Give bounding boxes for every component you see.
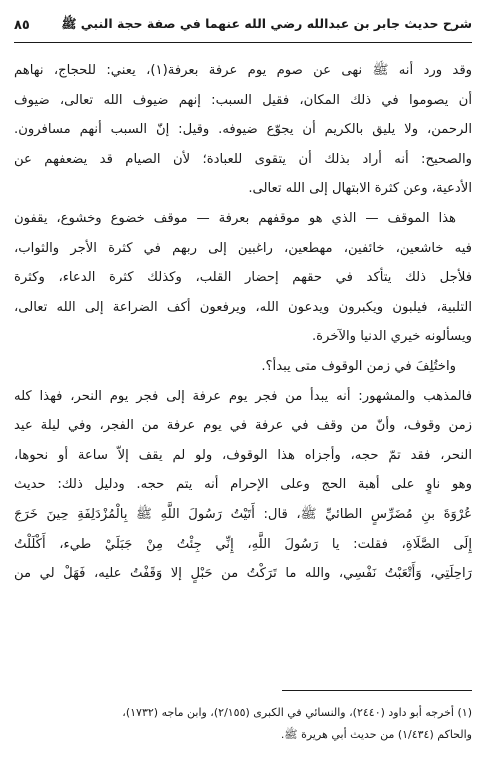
text-line: واختُلِفَ في زمن الوقوف متى يبدأ؟. xyxy=(261,358,456,374)
text-line: أن يصوموا في ذلك المكان، فقيل السبب: إنهم ضيوف الله تعالى، ضيوف xyxy=(14,92,472,108)
text-line: الرحمن، ولا يليق بالكريم أن يجوّع ضيوفه. وقيل: إنّ السبب أنهم مسافرون. xyxy=(14,122,472,138)
body-text xyxy=(14,56,472,589)
footnote-separator xyxy=(282,690,472,691)
text-line: ويسألونه خيري الدنيا والآخرة. xyxy=(311,329,472,345)
text-line: رَاحِلَتِي، وَأَتْعَبْتُ نَفْسِي، والله ما تَرَكْتُ من حَبْلٍ إلا وَقَفْتُ عليه، فَهَلْ لي من xyxy=(14,566,472,582)
text-line: إِلَى الصَّلَاةِ، فقلت: يا رَسُولَ اللَّهِ، إِنِّي جِئْتُ مِنْ جَبَلَيْ طيء، أَكْلَلْتُ xyxy=(14,536,472,552)
text-line: فلأجل ذلك يتأكد في حقهم إحضار القلب، وكذلك كثرة الدعاء، وكثرة xyxy=(14,270,472,286)
text-line: فيه خاشعين، خائفين، مهطعين، راغبين إلى ربهم في كثرة الأجر والثواب، xyxy=(14,240,472,256)
page-header xyxy=(14,12,472,43)
text-line: وقد ورد أنه ﷺ نهى عن صوم يوم عرفة بعرفة(١)، يعني: للحجاج، نهاهم xyxy=(14,63,472,78)
text-line: وهو ناوٍ على أهبة الحج وعلى الإحرام أنه يتم حجه. ودليل ذلك: حديث xyxy=(14,477,472,493)
text-line: زمن وقوف، وأنّ من وقف في عرفة في يوم عرفة من الفجر، وفي ليلة عيد xyxy=(14,418,472,434)
text-line: والصحيح: أنه أراد بذلك أن يتقوى للعبادة؛ لأن الصيام قد يضعفهم عن xyxy=(14,151,472,167)
text-line: النحر، فقد تمّ حجه، وأجزاه هذا الوقوف، ولو لم يقف إلاّ ساعة أو نحوها، xyxy=(14,447,472,463)
text-line: التلبية، فيلبون ويكبرون ويدعون الله، ويرفعون أكف الضراعة إلى الله تعالى، xyxy=(14,299,472,315)
text-line: عُرْوَةَ بنِ مُضَرِّسٍ الطائيِّ ﷺ، قال: أَتَيْتُ رَسُولَ اللَّهِ ﷺ بِالْمُزْدَلِفَةِ حِينَ خَرَجَ xyxy=(14,506,472,522)
text-line: الأدعية، وعن كثرة الابتهال إلى الله تعالى. xyxy=(248,181,472,197)
footnote-line: والحاكم (١/٤٣٤) من حديث أبي هريرة ﷺ. xyxy=(280,728,472,741)
text-line: هذا الموقف — الذي هو موقفهم بعرفة — موقف خضوع وخشوع، يقفون xyxy=(14,210,456,226)
footnotes xyxy=(14,702,472,746)
running-title: شرح حديث جابر بن عبدالله رضي الله عنهما في صفة حجة النبي ﷺ xyxy=(61,15,472,31)
text-line: فالمذهب والمشهور: أنه يبدأ من فجر يوم عرفة إلى فجر يوم النحر، فهذا كله xyxy=(14,388,472,404)
footnote-line: (١) أخرجه أبو داود (٢٤٤٠)، والنسائي في الكبرى (٢/١٥٥)، وابن ماجه (١٧٣٢)، xyxy=(122,706,472,719)
page-number: ٨٥ xyxy=(14,17,30,33)
